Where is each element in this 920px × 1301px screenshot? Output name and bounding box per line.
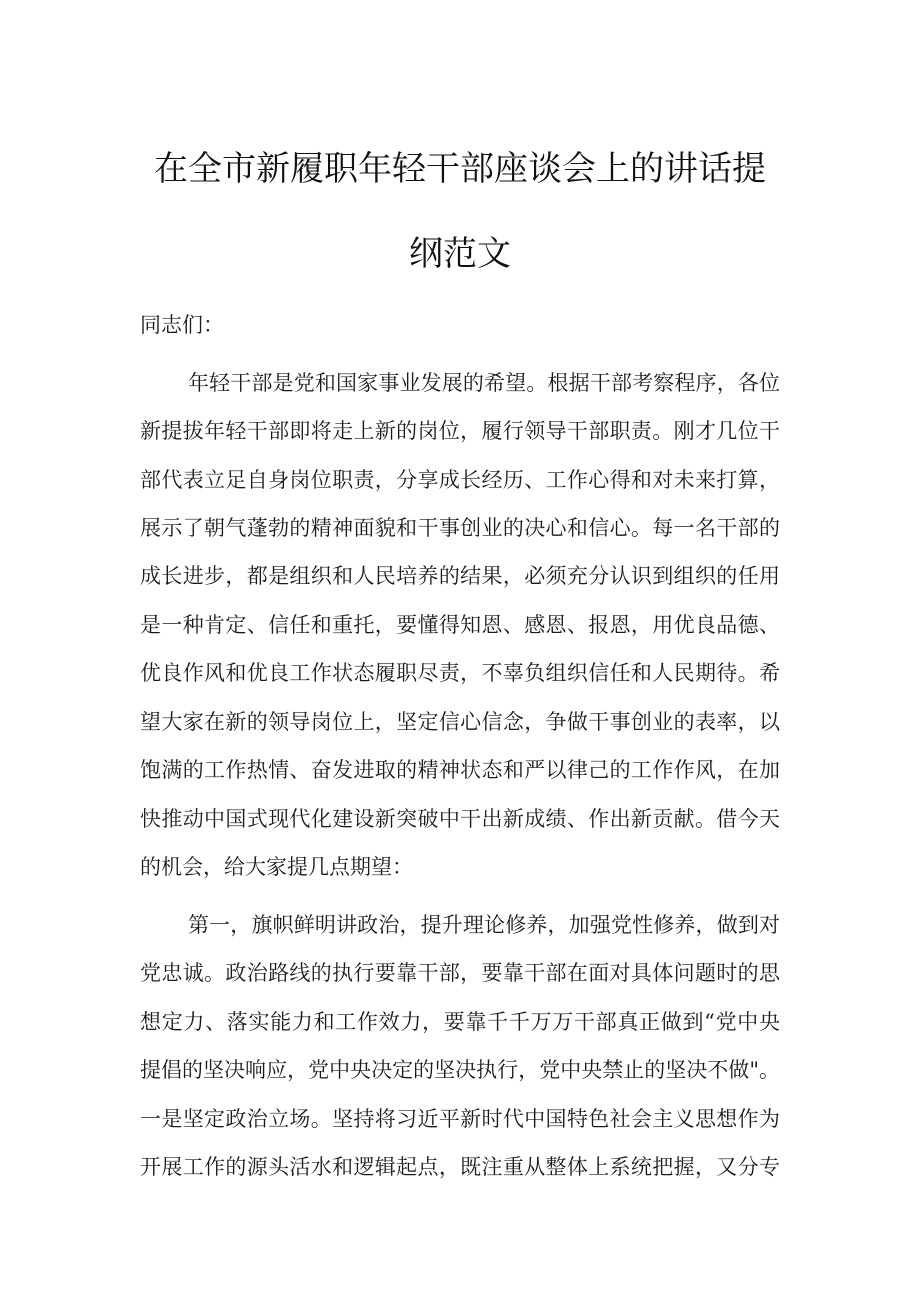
paragraph-1-line: 优良作风和优良工作状态履职尽责，不辜负组织信任和人民期待。希 (140, 661, 780, 685)
paragraph-2-line: 党忠诚。政治路线的执行要靠干部，要靠干部在面对具体问题时的思 (140, 961, 780, 985)
paragraph-2-line: 开展工作的源头活水和逻辑起点，既注重从整体上系统把握，又分专 (140, 1155, 780, 1179)
salutation: 同志们： (140, 313, 224, 337)
paragraph-1-line: 望大家在新的领导岗位上，坚定信心信念，争做干事创业的表率，以 (140, 710, 780, 734)
paragraph-1-line: 饱满的工作热情、奋发进取的精神状态和严以律己的工作作风，在加 (140, 758, 780, 782)
paragraph-1-line: 新提拔年轻干部即将走上新的岗位，履行领导干部职责。刚才几位干 (140, 419, 780, 443)
paragraph-2-line: 想定力、落实能力和工作效力，要靠千千万万干部真正做到“党中央 (140, 1010, 780, 1034)
paragraph-1-line: 展示了朝气蓬勃的精神面貌和干事创业的决心和信心。每一名干部的 (140, 516, 780, 540)
document-title-line-1: 在全市新履职年轻干部座谈会上的讲话提 (154, 149, 766, 189)
paragraph-1-line: 是一种肯定、信任和重托，要懂得知恩、感恩、报恩，用优良品德、 (140, 613, 780, 637)
paragraph-1-line: 的机会，给大家提几点期望： (140, 855, 413, 879)
paragraph-2-line: 第一，旗帜鲜明讲政治，提升理论修养，加强党性修养，做到对 (188, 913, 780, 937)
paragraph-1-line: 年轻干部是党和国家事业发展的希望。根据干部考察程序，各位 (188, 371, 780, 395)
paragraph-1-line: 部代表立足自身岗位职责，分享成长经历、工作心得和对未来打算， (140, 468, 780, 492)
document-title-line-2: 纲范文 (409, 234, 511, 274)
paragraph-1-line: 成长进步，都是组织和人民培养的结果，必须充分认识到组织的任用 (140, 564, 780, 588)
paragraph-2-line: 提倡的坚决响应，党中央决定的坚决执行，党中央禁止的坚决不做"。 (140, 1058, 780, 1082)
paragraph-2-line: 一是坚定政治立场。坚持将习近平新时代中国特色社会主义思想作为 (140, 1107, 780, 1131)
paragraph-1-line: 快推动中国式现代化建设新突破中干出新成绩、作出新贡献。借今天 (140, 807, 780, 831)
